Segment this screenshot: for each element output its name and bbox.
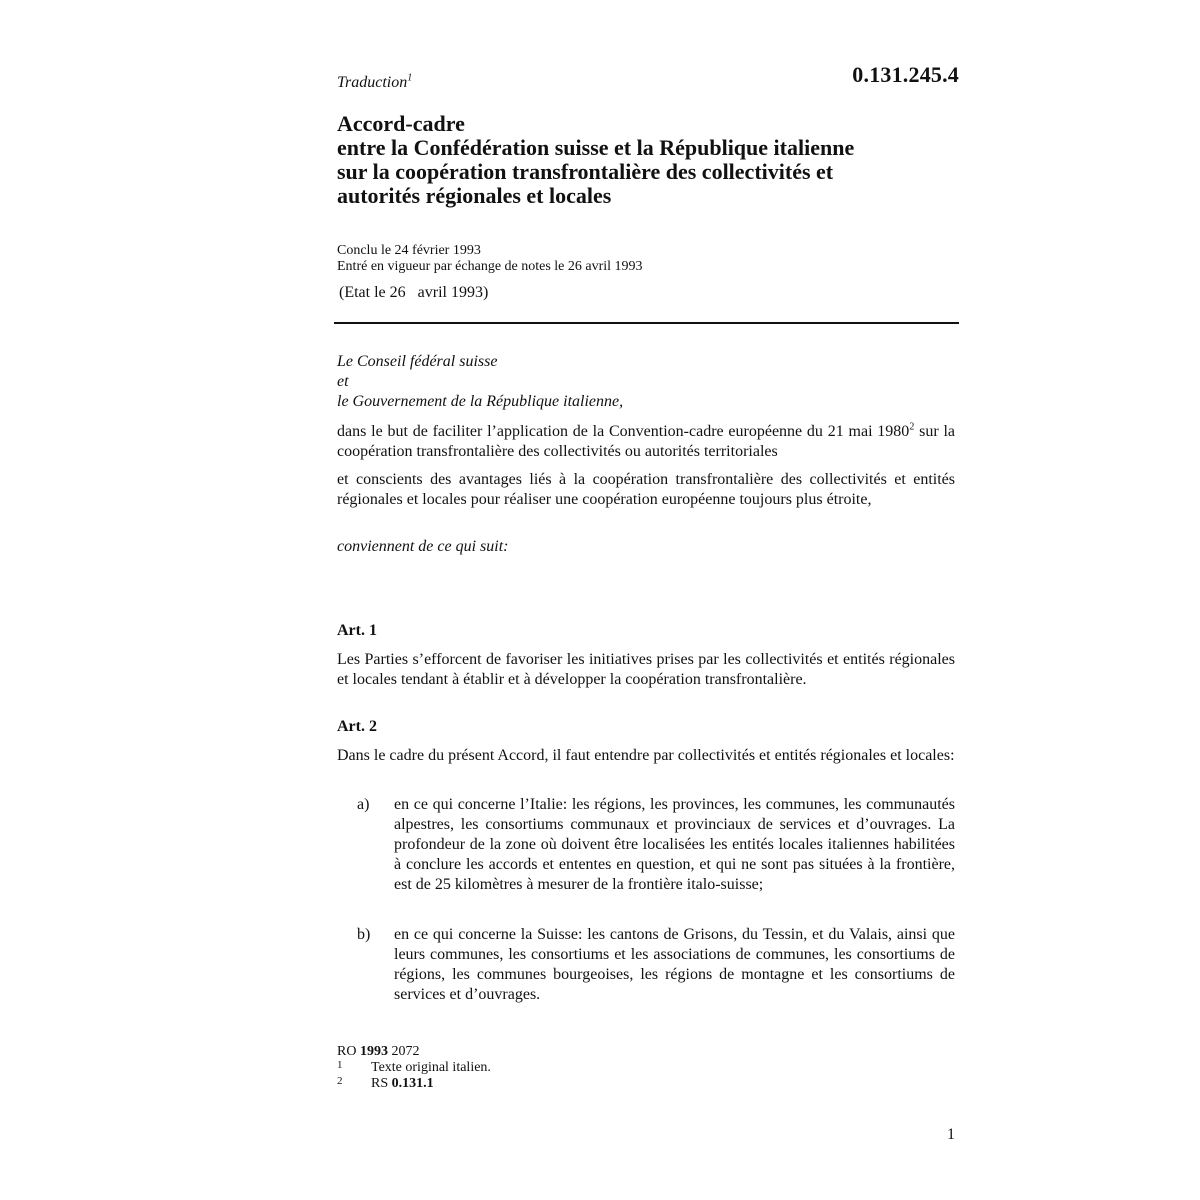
ro-year: 1993 [359,1044,388,1059]
in-force-date: Entré en vigueur par échange de notes le 26 avril 1993 [337,259,643,274]
preamble-paragraph-2: et conscients des avantages liés à la coopération transfrontalière des collectivités et entités régionales et locales pour réaliser une coopération européenne toujours plus étroite, [337,471,955,508]
state-date: (Etat le 26 avril 1993) [339,284,489,301]
title-line-1: Accord-cadre [337,111,465,136]
footnote-2 [337,1075,434,1092]
footnote-ref-2[interactable]: 2 [909,421,915,433]
article-1-heading: Art. 1 [337,622,377,639]
footnote-number: 1 [337,1059,343,1071]
document-page [337,0,959,1200]
preamble-paragraph-1-text: dans le but de faciliter l’application de la Convention-cadre européenne du 21 mai 1980 [337,423,910,440]
page-number: 1 [947,1126,955,1143]
party-swiss-council: Le Conseil fédéral suisse [337,353,498,370]
title-line-3: sur la coopération transfrontalière des collectivités et [337,159,834,184]
article-2-heading: Art. 2 [337,718,377,735]
footnote-1 [337,1059,491,1076]
footnote-number: 2 [337,1075,343,1087]
ro-prefix: RO [337,1044,360,1059]
list-item-text: en ce qui concerne la Suisse: les cantons de Grisons, du Tessin, et du Valais, ainsi que leurs communes, les consortiums et les associations de communes, les consortiums de régions, les communes bourgeoises, les régions de montagne et les consortiums de services et d’ouvrages. [394,926,955,1003]
party-conjunction: et [337,373,349,390]
party-italian-government: le Gouvernement de la République italienne, [337,393,624,410]
rs-number: 0.131.245.4 [852,62,959,87]
footnote-text-plain: RS [371,1076,392,1091]
title-line-4: autorités régionales et locales [337,183,612,208]
footnotes [337,1044,491,1092]
translation-text: Traduction [337,74,408,91]
document-meta [337,243,643,275]
document-title [337,112,959,208]
footnote-text-bold: 0.131.1 [391,1076,434,1091]
footnote-text [371,1060,491,1076]
header-divider [334,322,959,324]
preamble-conclusion: conviennent de ce qui suit: [337,538,509,555]
article-2-intro: Dans le cadre du présent Accord, il faut entendre par collectivités et entités régionales et locales: [337,747,955,764]
preamble-paragraph-1 [337,422,955,462]
ro-reference [337,1044,419,1060]
footnote-text-plain: Texte original italien. [371,1060,491,1075]
list-marker: b) [357,926,371,943]
footnote-text [371,1076,434,1092]
article-1-text: Les Parties s’efforcent de favoriser les initiatives prises par les collectivités et entités régionales et locales tendant à établir et à développer la coopération transfrontalière. [337,651,955,688]
footnote-ref-1[interactable]: 1 [407,72,413,84]
ro-page: 2072 [387,1044,420,1059]
concluded-date: Conclu le 24 février 1993 [337,243,481,258]
preamble-paragraph-1-rest: sur la coopération transfrontalière des collectivités ou autorités territoriales [337,423,955,460]
title-line-2: entre la Confédération suisse et la République italienne [337,135,855,160]
translation-label [337,74,412,92]
list-item-text: en ce qui concerne l’Italie: les régions, les provinces, les communes, les communautés alpestres, les consortiums communaux et provinciaux de services et d’ouvrages. La profondeur de la zone où doivent être localisées les entités locales italiennes habilitées à conclure les accords et ententes en question, et qui ne sont pas situées à la frontière, est de 25 kilomètres à mesurer de la frontière italo-suisse; [394,796,955,893]
list-marker: a) [357,796,370,813]
preamble-parties [337,352,623,412]
